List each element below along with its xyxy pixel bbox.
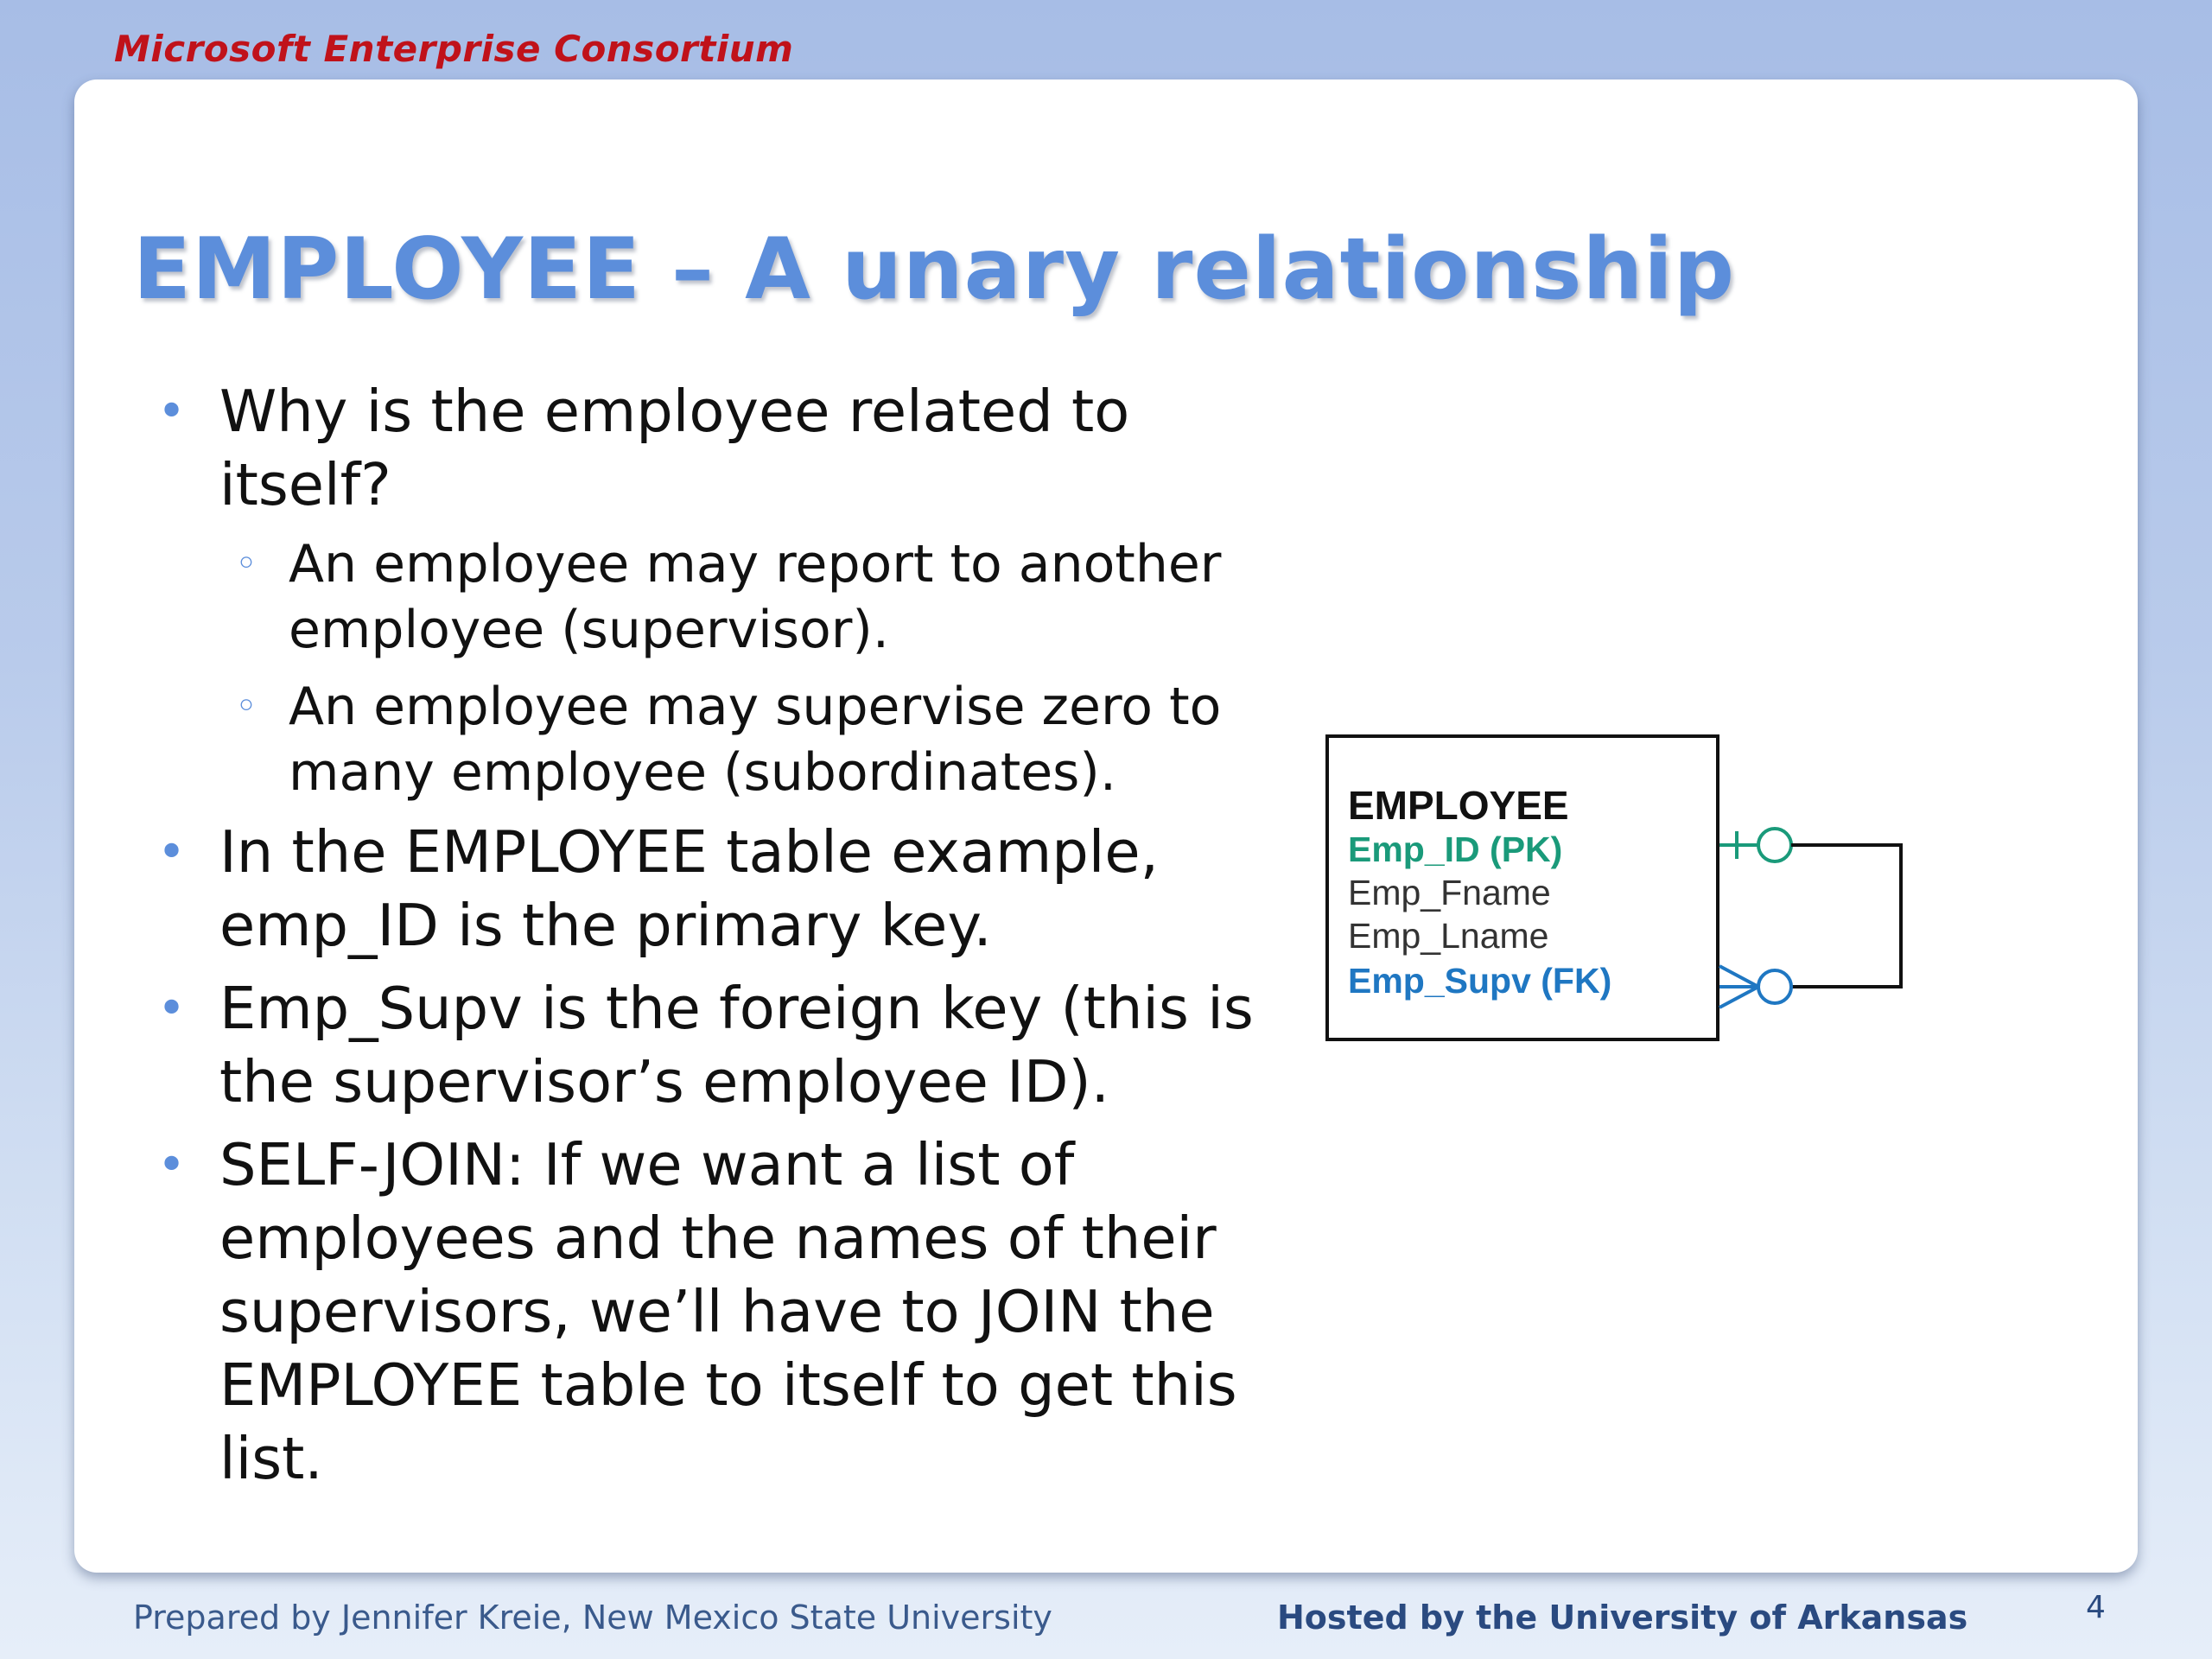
footer-host: Hosted by the University of Arkansas <box>1277 1599 1968 1637</box>
slide-title: EMPLOYEE – A unary relationship <box>133 220 1736 319</box>
brand-header: Microsoft Enterprise Consortium <box>114 28 794 70</box>
attribute-fname: Emp_Fname <box>1348 873 1551 912</box>
bullet-item: • Why is the employee related to itself? <box>219 375 1308 522</box>
bullet-item: • SELF-JOIN: If we want a list of employees and the names of their supervisors, we’ll have to JOIN the EMPLOYEE table to itself to get this list. <box>219 1128 1308 1496</box>
bullet-item: • In the EMPLOYEE table example, emp_ID is the primary key. <box>219 816 1308 963</box>
attribute-foreign-key: Emp_Supv (FK) <box>1348 961 1612 1001</box>
attribute-primary-key: Emp_ID (PK) <box>1348 830 1563 869</box>
sub-bullet-item: ◦ An employee may supervise zero to many employee (subordinates). <box>289 674 1325 805</box>
sub-bullet-item: ◦ An employee may report to another employee (supervisor). <box>289 531 1325 663</box>
bullet-item: • Emp_Supv is the foreign key (this is the supervisor’s employee ID). <box>219 972 1308 1119</box>
relationship-connector <box>1719 829 1901 1007</box>
entity-name: EMPLOYEE <box>1348 783 1569 828</box>
page-number: 4 <box>2086 1590 2106 1625</box>
attribute-lname: Emp_Lname <box>1348 916 1549 956</box>
footer-credit: Prepared by Jennifer Kreie, New Mexico State University <box>133 1599 1052 1637</box>
